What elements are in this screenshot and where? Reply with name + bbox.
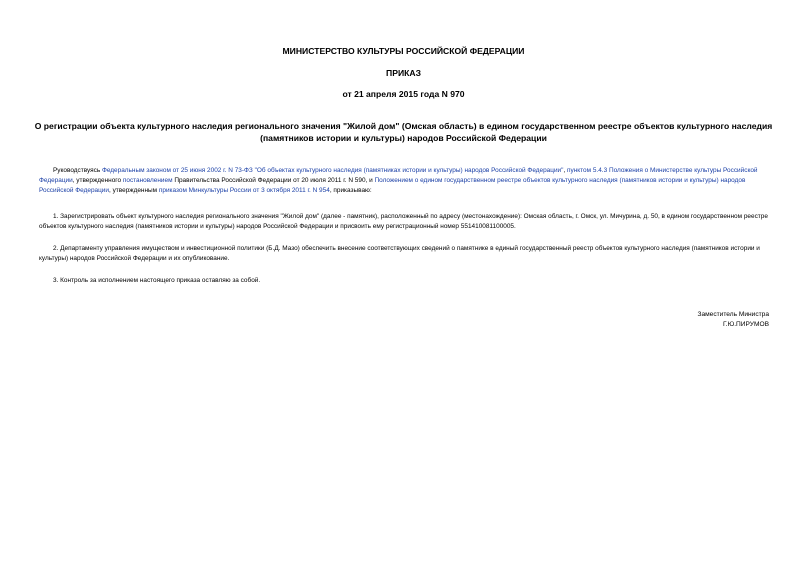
document-title: О регистрации объекта культурного наследия регионального значения "Жилой дом" (Омская область) в едином государственном реестре объектов культурного наследия (памятников истории и культуры) народов Российской Федерации	[34, 121, 773, 143]
preamble-text-1: Руководствуясь	[53, 167, 102, 174]
ministry-heading: МИНИСТЕРСТВО КУЛЬТУРЫ РОССИЙСКОЙ ФЕДЕРАЦИИ	[282, 46, 525, 56]
preamble-paragraph	[39, 166, 771, 197]
signature-position: Заместитель Министра	[697, 311, 769, 318]
order-item-3: 3. Контроль за исполнением настоящего приказа оставляю за собой.	[53, 277, 261, 284]
government-decree-link[interactable]: постановлением	[122, 177, 173, 185]
preamble-text-2: ,	[563, 167, 568, 174]
federal-law-link[interactable]: Федеральным законом от 25 июня 2002 г. N 73-ФЗ "Об объектах культурного наследия (памятниках истории и культуры) народов Российской Федерации"	[101, 167, 564, 174]
document-type: ПРИКАЗ	[386, 68, 421, 78]
registry-regulation-link[interactable]: Положением о едином государственном реестре объектов культурного наследия (памятников истории и культуры) народов Российской Федерации	[39, 177, 746, 195]
ministry-order-link[interactable]: приказом Минкультуры России от 3 октября 2011 г. N 954	[158, 187, 330, 195]
preamble-text-5: , утвержденным	[109, 187, 159, 195]
ministry-regulation-link[interactable]: пунктом 5.4.3 Положения о Министерстве культуры Российской Федерации	[39, 167, 758, 185]
preamble-text-4: Правительства Российской Федерации от 20 июля 2011 г. N 590, и	[172, 177, 375, 185]
signature-name: Г.Ю.ПИРУМОВ	[722, 321, 769, 328]
order-item-1: 1. Зарегистрировать объект культурного наследия регионального значения "Жилой дом" (далее - памятник), расположенный по адресу (местонахождение): Омская область, г. Омск, ул. Мичурина, д. 50, в едином государственном реестре объектов культурного наследия (памятников истории и культуры) народов Российской Федерации и присвоить ему регистрационный номер 551410081100005.	[39, 213, 768, 231]
preamble-text-3: , утвержденного	[72, 177, 123, 185]
preamble-text-6: , приказываю:	[329, 187, 372, 195]
order-item-2: 2. Департаменту управления имуществом и инвестиционной политики (Б.Д. Мазо) обеспечить внесение соответствующих сведений о памятнике в единый государственный реестр объектов культурного наследия (памятников истории и культуры) народов Российской Федерации и их опубликование.	[39, 245, 760, 263]
document-date-number: от 21 апреля 2015 года N 970	[342, 89, 465, 99]
